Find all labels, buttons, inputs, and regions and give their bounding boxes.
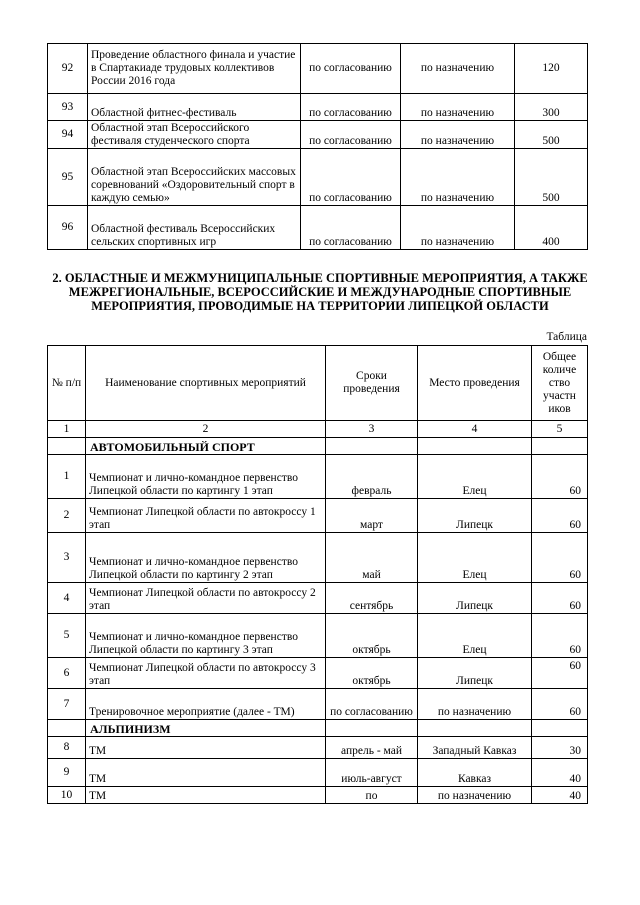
row-number: 96 xyxy=(48,206,88,250)
event-place: Кавказ xyxy=(418,759,532,787)
event-place: Липецк xyxy=(418,499,532,533)
table-row xyxy=(48,658,588,689)
event-name: Чемпионат Липецкой области по автокроссу 3 этап xyxy=(86,658,326,689)
row-number: 10 xyxy=(48,787,86,804)
row-number: 94 xyxy=(48,121,88,149)
event-place: Елец xyxy=(418,614,532,658)
event-name: Областной этап Всероссийского фестиваля студенческого спорта xyxy=(88,121,301,149)
column-header-dates: Сроки проведения xyxy=(326,346,418,421)
event-dates: июль-август xyxy=(326,759,418,787)
column-header-count: Общее количе ство участн иков xyxy=(532,346,588,421)
row-number: 2 xyxy=(48,499,86,533)
table-row xyxy=(48,149,588,206)
row-number: 3 xyxy=(48,533,86,583)
participant-count: 60 xyxy=(532,689,588,720)
row-number: 93 xyxy=(48,94,88,121)
participant-count: 400 xyxy=(515,206,588,250)
section-title: АЛЬПИНИЗМ xyxy=(86,720,326,737)
row-number: 6 xyxy=(48,658,86,689)
participant-count: 60 xyxy=(532,583,588,614)
participant-count: 60 xyxy=(532,499,588,533)
row-number: 1 xyxy=(48,455,86,499)
row-number: 8 xyxy=(48,737,86,759)
table-row xyxy=(48,455,588,499)
event-dates: по согласованию xyxy=(301,94,401,121)
participant-count: 60 xyxy=(532,658,588,689)
table-row xyxy=(48,689,588,720)
table-row xyxy=(48,533,588,583)
event-dates: по согласованию xyxy=(301,149,401,206)
events-table xyxy=(47,345,588,804)
table-row xyxy=(48,737,588,759)
row-number: 4 xyxy=(48,583,86,614)
column-number: 5 xyxy=(532,421,588,438)
event-dates: по согласованию xyxy=(301,206,401,250)
column-number: 2 xyxy=(86,421,326,438)
event-place: по назначению xyxy=(401,44,515,94)
event-place: по назначению xyxy=(418,689,532,720)
event-name: Чемпионат Липецкой области по автокроссу 2 этап xyxy=(86,583,326,614)
event-dates: по согласованию xyxy=(301,44,401,94)
column-number: 4 xyxy=(418,421,532,438)
table-header-row xyxy=(48,346,588,421)
row-number: 5 xyxy=(48,614,86,658)
column-header-place: Место проведения xyxy=(418,346,532,421)
event-name: Чемпионат и лично-командное первенство Липецкой области по картингу 2 этап xyxy=(86,533,326,583)
participant-count: 300 xyxy=(515,94,588,121)
event-name: Тренировочное мероприятие (далее - ТМ) xyxy=(86,689,326,720)
event-place: по назначению xyxy=(401,206,515,250)
event-name: Проведение областного финала и участие в Спартакиаде трудовых коллективов России 2016 года xyxy=(88,44,301,94)
column-number: 3 xyxy=(326,421,418,438)
participant-count: 40 xyxy=(532,787,588,804)
participant-count: 500 xyxy=(515,121,588,149)
event-dates: март xyxy=(326,499,418,533)
event-name: Чемпионат и лично-командное первенство Липецкой области по картингу 3 этап xyxy=(86,614,326,658)
participant-count: 60 xyxy=(532,614,588,658)
event-dates: февраль xyxy=(326,455,418,499)
participant-count: 120 xyxy=(515,44,588,94)
table-row xyxy=(48,499,588,533)
row-number: 7 xyxy=(48,689,86,720)
event-dates: по согласованию xyxy=(301,121,401,149)
event-place: Липецк xyxy=(418,658,532,689)
event-place: по назначению xyxy=(401,149,515,206)
event-name: Областной этап Всероссийских массовых соревнований «Оздоровительный спорт в каждую семью» xyxy=(88,149,301,206)
section-row xyxy=(48,720,588,737)
table-row xyxy=(48,614,588,658)
column-number-row xyxy=(48,421,588,438)
event-dates: октябрь xyxy=(326,658,418,689)
table-row xyxy=(48,787,588,804)
participant-count: 500 xyxy=(515,149,588,206)
section-title: АВТОМОБИЛЬНЫЙ СПОРТ xyxy=(86,438,326,455)
event-name: Областной фестиваль Всероссийских сельских спортивных игр xyxy=(88,206,301,250)
column-number: 1 xyxy=(48,421,86,438)
event-name: ТМ xyxy=(86,787,326,804)
event-place: Западный Кавказ xyxy=(418,737,532,759)
event-name: Чемпионат и лично-командное первенство Липецкой области по картингу 1 этап xyxy=(86,455,326,499)
table-row xyxy=(48,583,588,614)
column-header-number: № п/п xyxy=(48,346,86,421)
participant-count: 60 xyxy=(532,533,588,583)
event-dates: октябрь xyxy=(326,614,418,658)
event-name: ТМ xyxy=(86,759,326,787)
event-dates: по xyxy=(326,787,418,804)
table-row xyxy=(48,759,588,787)
participant-count: 30 xyxy=(532,737,588,759)
event-name: Областной фитнес-фестиваль xyxy=(88,94,301,121)
table-row xyxy=(48,206,588,250)
event-dates: сентябрь xyxy=(326,583,418,614)
continuation-table xyxy=(47,43,588,250)
event-place: Елец xyxy=(418,533,532,583)
event-dates: апрель - май xyxy=(326,737,418,759)
section-row xyxy=(48,438,588,455)
row-number: 95 xyxy=(48,149,88,206)
table-label: Таблица xyxy=(546,331,587,343)
event-place: по назначению xyxy=(401,121,515,149)
table-row xyxy=(48,94,588,121)
event-name: ТМ xyxy=(86,737,326,759)
event-place: Елец xyxy=(418,455,532,499)
table-row xyxy=(48,44,588,94)
table-row xyxy=(48,121,588,149)
event-place: Липецк xyxy=(418,583,532,614)
event-dates: по согласованию xyxy=(326,689,418,720)
row-number: 92 xyxy=(48,44,88,94)
event-name: Чемпионат Липецкой области по автокроссу 1 этап xyxy=(86,499,326,533)
event-dates: май xyxy=(326,533,418,583)
participant-count: 40 xyxy=(532,759,588,787)
event-place: по назначению xyxy=(401,94,515,121)
section-heading: 2. ОБЛАСТНЫЕ И МЕЖМУНИЦИПАЛЬНЫЕ СПОРТИВНЫЕ МЕРОПРИЯТИЯ, А ТАКЖЕ МЕЖРЕГИОНАЛЬНЫЕ, ВСЕРОССИЙСКИЕ И МЕЖДУНАРОДНЫЕ СПОРТИВНЫЕ МЕРОПРИЯТИЯ, ПРОВОДИМЫЕ НА ТЕРРИТОРИИ ЛИПЕЦКОЙ ОБЛАСТИ xyxy=(52,271,588,313)
column-header-name: Наименование спортивных мероприятий xyxy=(86,346,326,421)
participant-count: 60 xyxy=(532,455,588,499)
event-place: по назначению xyxy=(418,787,532,804)
row-number: 9 xyxy=(48,759,86,787)
